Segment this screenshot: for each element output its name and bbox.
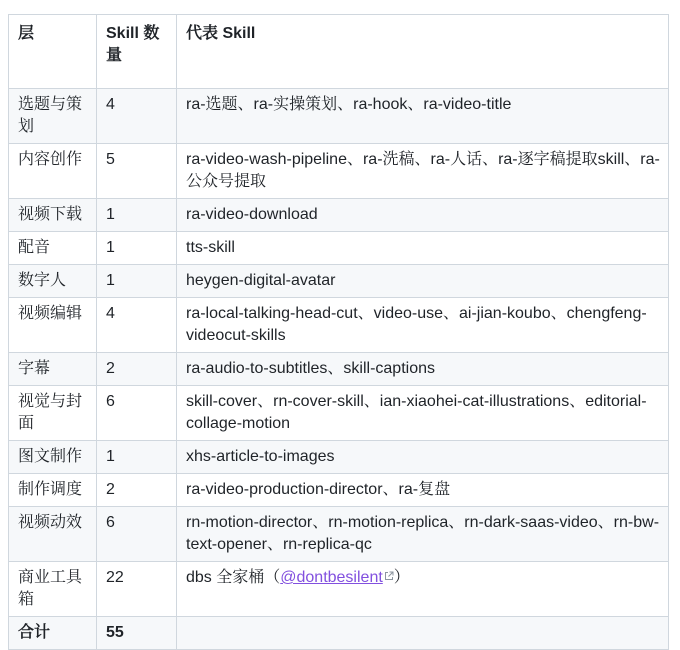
table-row — [9, 144, 669, 199]
cell-skills: ra-video-production-director、ra-复盘 — [177, 474, 669, 507]
table-row — [9, 507, 669, 562]
cell-skills: ra-local-talking-head-cut、video-use、ai-jian-koubo、chengfeng-videocut-skills — [177, 298, 669, 353]
cell-layer: 配音 — [9, 232, 97, 265]
cell-layer: 选题与策划 — [9, 89, 97, 144]
cell-count: 1 — [97, 199, 177, 232]
table-row — [9, 89, 669, 144]
cell-layer: 图文制作 — [9, 441, 97, 474]
header-representative-skill: 代表 Skill — [177, 15, 669, 89]
cell-count: 2 — [97, 353, 177, 386]
mention-text: @dontbesilent — [280, 569, 383, 586]
cell-skills: ra-video-download — [177, 199, 669, 232]
cell-count: 4 — [97, 89, 177, 144]
cell-skills: heygen-digital-avatar — [177, 265, 669, 298]
cell-count: 1 — [97, 441, 177, 474]
cell-count: 1 — [97, 265, 177, 298]
cell-skills: ra-选题、ra-实操策划、ra-hook、ra-video-title — [177, 89, 669, 144]
external-link-icon — [384, 571, 394, 581]
skill-table-container — [8, 14, 668, 650]
table-header-row — [9, 15, 669, 89]
cell-layer: 视觉与封面 — [9, 386, 97, 441]
cell-layer: 视频下载 — [9, 199, 97, 232]
cell-skills: tts-skill — [177, 232, 669, 265]
table-row — [9, 298, 669, 353]
skills-prefix: dbs 全家桶（ — [186, 569, 281, 586]
cell-count: 22 — [97, 562, 177, 617]
table-row — [9, 232, 669, 265]
cell-count: 5 — [97, 144, 177, 199]
cell-count: 6 — [97, 507, 177, 562]
cell-total-label: 合计 — [9, 617, 97, 650]
cell-count: 4 — [97, 298, 177, 353]
cell-count: 1 — [97, 232, 177, 265]
skills-suffix: ） — [393, 569, 410, 586]
cell-layer: 视频动效 — [9, 507, 97, 562]
skill-table — [8, 14, 669, 650]
table-row — [9, 441, 669, 474]
table-row — [9, 199, 669, 232]
mention-link[interactable] — [280, 569, 394, 586]
cell-skills: rn-motion-director、rn-motion-replica、rn-dark-saas-video、rn-bw-text-opener、rn-replica-qc — [177, 507, 669, 562]
cell-skills: ra-video-wash-pipeline、ra-洗稿、ra-人话、ra-逐字稿提取skill、ra-公众号提取 — [177, 144, 669, 199]
table-row — [9, 265, 669, 298]
cell-skills — [177, 562, 669, 617]
cell-layer: 制作调度 — [9, 474, 97, 507]
cell-layer: 内容创作 — [9, 144, 97, 199]
table-row — [9, 474, 669, 507]
cell-layer: 字幕 — [9, 353, 97, 386]
cell-layer: 商业工具箱 — [9, 562, 97, 617]
cell-layer: 数字人 — [9, 265, 97, 298]
table-row — [9, 353, 669, 386]
cell-skills: skill-cover、rn-cover-skill、ian-xiaohei-cat-illustrations、editorial-collage-motion — [177, 386, 669, 441]
header-layer: 层 — [9, 15, 97, 89]
header-skill-count: Skill 数量 — [97, 15, 177, 89]
table-row-business — [9, 562, 669, 617]
cell-skills: xhs-article-to-images — [177, 441, 669, 474]
cell-total-count: 55 — [97, 617, 177, 650]
table-row-total — [9, 617, 669, 650]
cell-skills: ra-audio-to-subtitles、skill-captions — [177, 353, 669, 386]
cell-layer: 视频编辑 — [9, 298, 97, 353]
cell-total-skills — [177, 617, 669, 650]
cell-count: 2 — [97, 474, 177, 507]
cell-count: 6 — [97, 386, 177, 441]
table-row — [9, 386, 669, 441]
